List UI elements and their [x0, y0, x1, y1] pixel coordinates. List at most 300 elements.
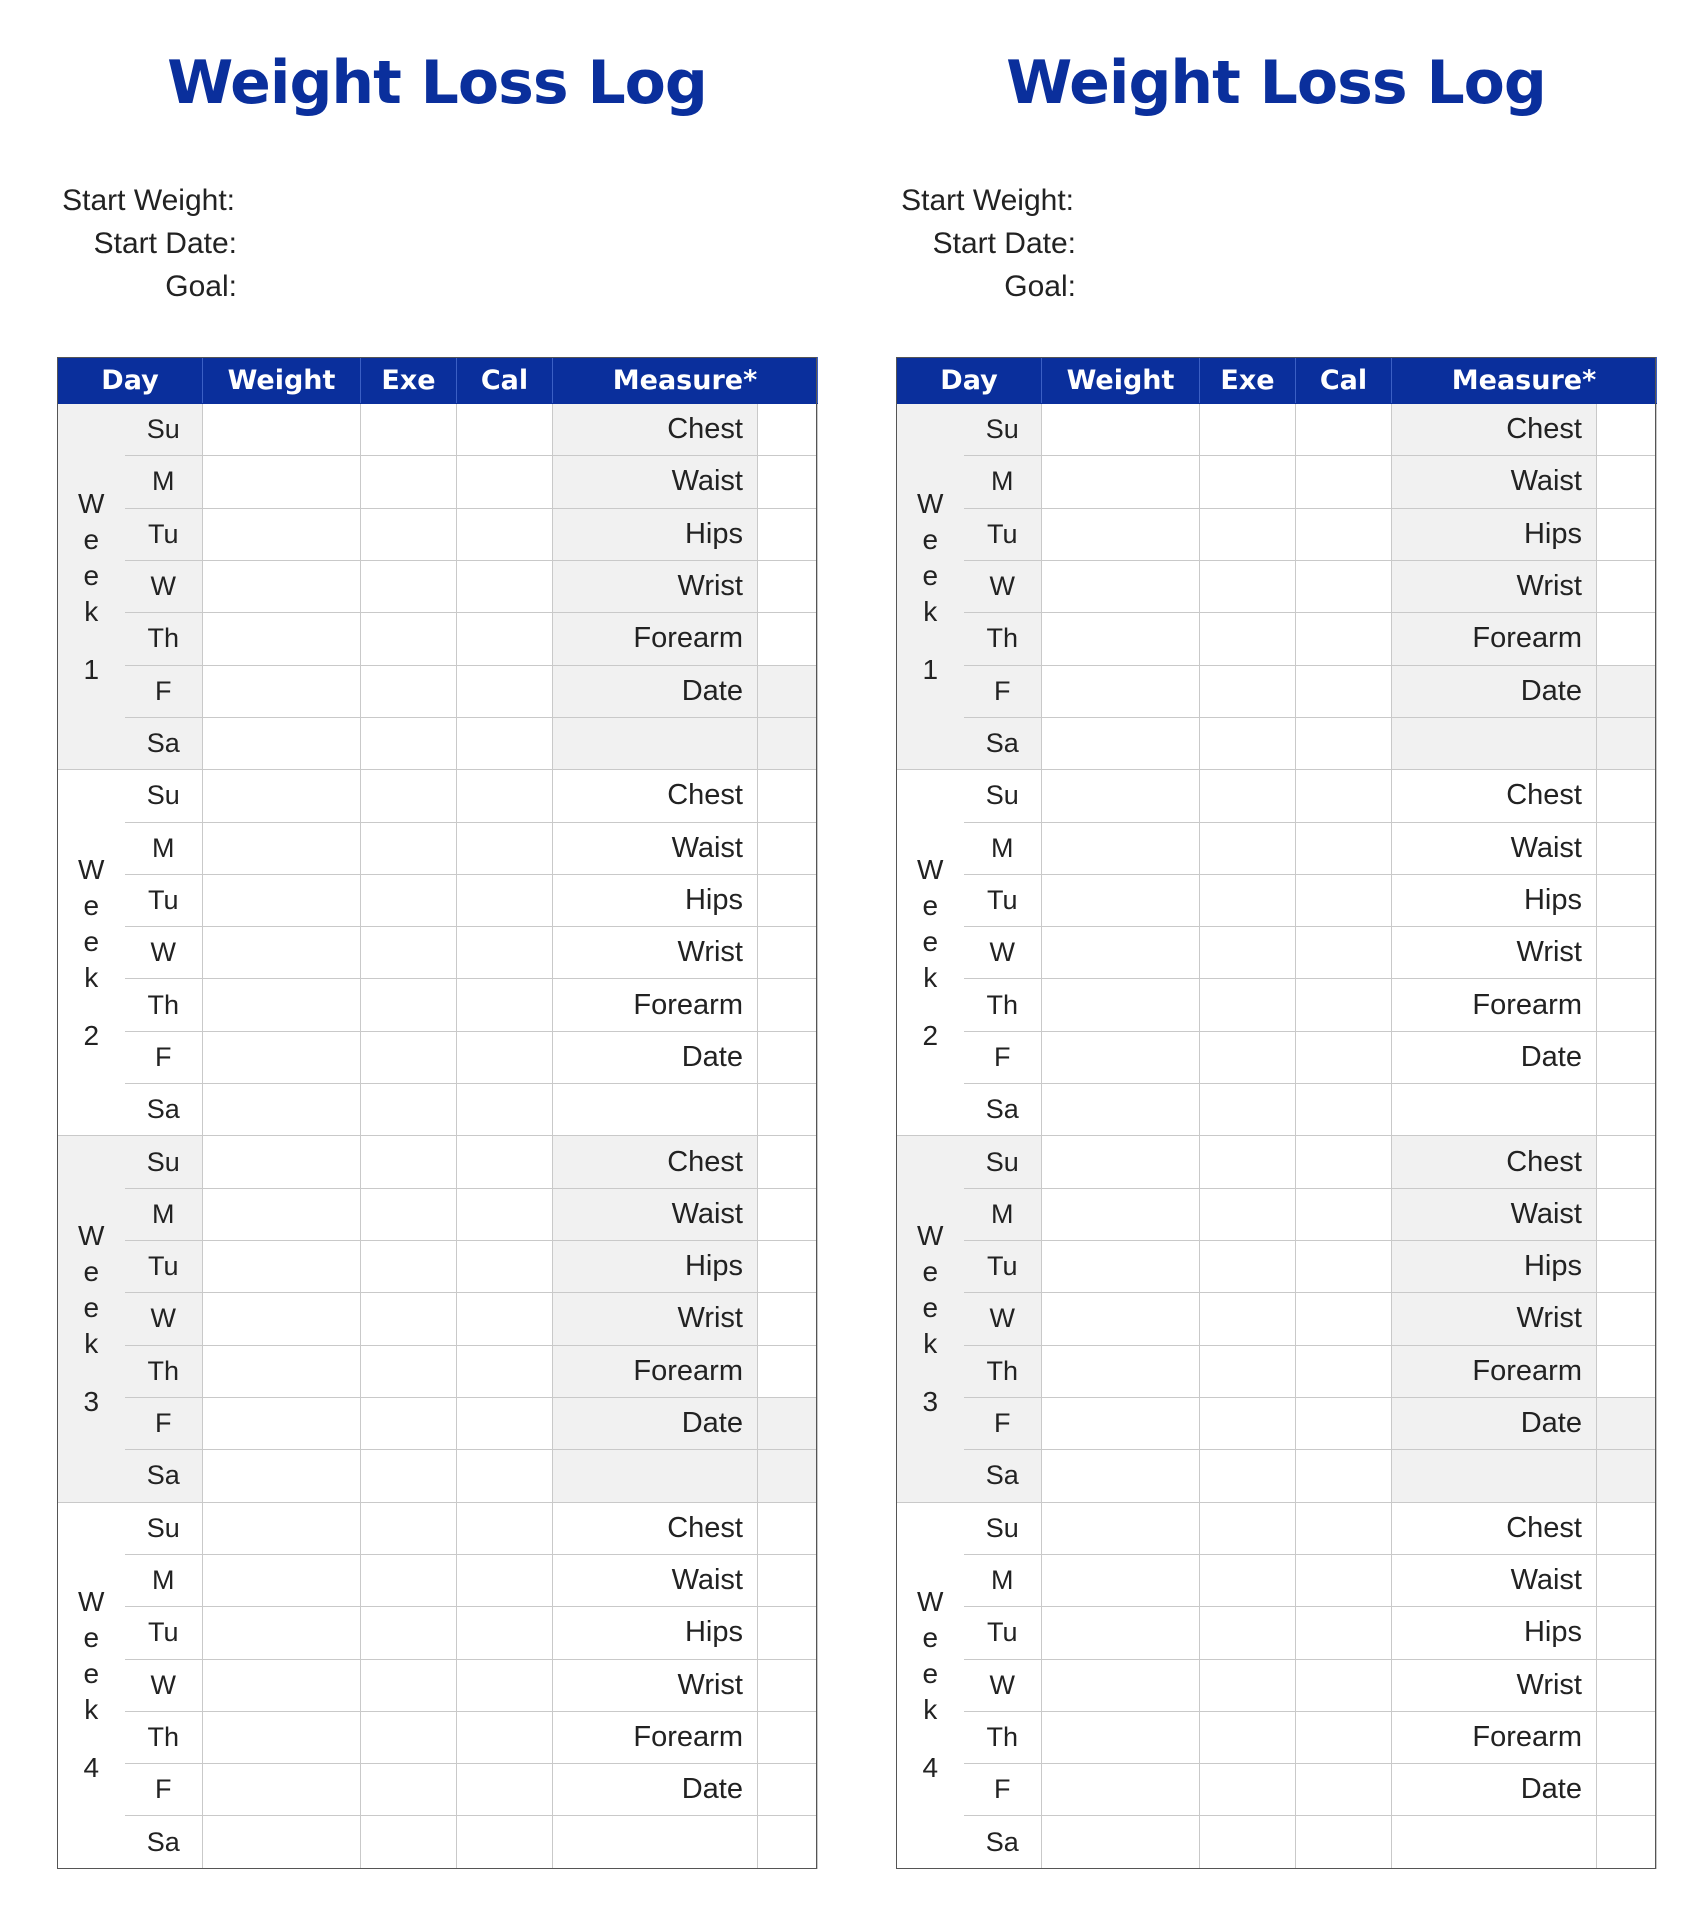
- cal-cell[interactable]: [1296, 1607, 1392, 1659]
- exe-cell[interactable]: [1200, 665, 1296, 717]
- exe-cell[interactable]: [1200, 927, 1296, 979]
- cal-cell[interactable]: [457, 1188, 553, 1240]
- measure-label: Wrist: [553, 560, 758, 612]
- weight-cell[interactable]: [1042, 1293, 1200, 1345]
- day-label: Th: [125, 1711, 203, 1763]
- measure-value-cell[interactable]: [1597, 1293, 1657, 1345]
- measure-value-cell[interactable]: [1597, 1345, 1657, 1397]
- day-label: Sa: [125, 1084, 203, 1136]
- exe-cell[interactable]: [361, 508, 457, 560]
- week-letter: e: [83, 523, 100, 555]
- measure-label: Chest: [553, 404, 758, 456]
- cal-cell[interactable]: [1296, 874, 1392, 926]
- table-row: [897, 1293, 1657, 1345]
- exe-cell[interactable]: [361, 1241, 457, 1293]
- cal-cell[interactable]: [1296, 508, 1392, 560]
- measure-spacer: [758, 1031, 818, 1083]
- page-title: Weight Loss Log: [167, 48, 707, 118]
- table-row: [58, 1397, 818, 1449]
- measure-label: Forearm: [553, 1711, 758, 1763]
- week-letter: e: [922, 889, 939, 921]
- exe-cell[interactable]: [1200, 404, 1296, 456]
- weight-cell[interactable]: [1042, 1450, 1200, 1502]
- cal-cell[interactable]: [457, 1293, 553, 1345]
- cal-cell[interactable]: [457, 1031, 553, 1083]
- measure-label: Date: [553, 1397, 758, 1449]
- measure-value-cell[interactable]: [758, 508, 818, 560]
- measure-value-cell[interactable]: [758, 1136, 818, 1188]
- exe-cell[interactable]: [1200, 508, 1296, 560]
- weight-cell[interactable]: [1042, 1659, 1200, 1711]
- measure-label: Hips: [553, 508, 758, 560]
- exe-cell[interactable]: [1200, 1554, 1296, 1606]
- weight-cell[interactable]: [203, 979, 361, 1031]
- cal-cell[interactable]: [457, 1241, 553, 1293]
- exe-cell[interactable]: [361, 1345, 457, 1397]
- exe-cell[interactable]: [361, 665, 457, 717]
- exe-cell[interactable]: [1200, 874, 1296, 926]
- exe-cell[interactable]: [361, 1293, 457, 1345]
- exe-cell[interactable]: [1200, 1607, 1296, 1659]
- cal-cell[interactable]: [457, 560, 553, 612]
- exe-cell[interactable]: [1200, 822, 1296, 874]
- day-label: F: [125, 1031, 203, 1083]
- measure-label: Date: [553, 665, 758, 717]
- weight-cell[interactable]: [1042, 1554, 1200, 1606]
- cal-cell[interactable]: [1296, 1031, 1392, 1083]
- measure-label: Waist: [553, 456, 758, 508]
- cal-cell[interactable]: [457, 1345, 553, 1397]
- weight-cell[interactable]: [203, 1136, 361, 1188]
- exe-cell[interactable]: [361, 822, 457, 874]
- measure-spacer: [1597, 1764, 1657, 1816]
- exe-cell[interactable]: [361, 613, 457, 665]
- exe-cell[interactable]: [361, 1502, 457, 1554]
- measure-value-cell[interactable]: [758, 770, 818, 822]
- cal-cell[interactable]: [457, 404, 553, 456]
- cal-cell[interactable]: [1296, 1293, 1392, 1345]
- week-letter: W: [78, 853, 105, 885]
- cal-cell[interactable]: [1296, 1397, 1392, 1449]
- exe-cell[interactable]: [361, 1031, 457, 1083]
- week-label: [58, 1502, 125, 1868]
- table-row: [58, 560, 818, 612]
- exe-cell[interactable]: [1200, 1450, 1296, 1502]
- exe-cell[interactable]: [1200, 1031, 1296, 1083]
- weight-cell[interactable]: [203, 770, 361, 822]
- cal-cell[interactable]: [457, 1607, 553, 1659]
- weight-cell[interactable]: [1042, 979, 1200, 1031]
- cal-cell[interactable]: [1296, 927, 1392, 979]
- measure-value-cell[interactable]: [758, 979, 818, 1031]
- table-row: [58, 822, 818, 874]
- exe-cell[interactable]: [361, 1764, 457, 1816]
- exe-cell[interactable]: [361, 1136, 457, 1188]
- cal-cell[interactable]: [457, 1816, 553, 1869]
- exe-cell[interactable]: [361, 456, 457, 508]
- measure-label: Hips: [553, 1607, 758, 1659]
- table-row: [897, 874, 1657, 926]
- measure-value-cell[interactable]: [758, 874, 818, 926]
- weight-cell[interactable]: [203, 1031, 361, 1083]
- measure-value-cell[interactable]: [1597, 1711, 1657, 1763]
- weight-cell[interactable]: [203, 1502, 361, 1554]
- cal-cell[interactable]: [457, 1764, 553, 1816]
- weight-cell[interactable]: [1042, 404, 1200, 456]
- exe-cell[interactable]: [1200, 1764, 1296, 1816]
- table-row: [897, 404, 1657, 456]
- measure-value-cell[interactable]: [1597, 1554, 1657, 1606]
- measure-value-cell[interactable]: [758, 404, 818, 456]
- measure-label: Date: [1392, 1764, 1597, 1816]
- weight-cell[interactable]: [1042, 1711, 1200, 1763]
- measure-value-cell[interactable]: [1597, 1136, 1657, 1188]
- cal-cell[interactable]: [457, 1084, 553, 1136]
- cal-cell[interactable]: [1296, 979, 1392, 1031]
- week-letter: W: [917, 487, 944, 519]
- measure-value-cell[interactable]: [758, 613, 818, 665]
- weight-cell[interactable]: [1042, 456, 1200, 508]
- week-gap: [58, 630, 125, 652]
- weight-cell[interactable]: [203, 1554, 361, 1606]
- exe-cell[interactable]: [1200, 717, 1296, 769]
- weight-cell[interactable]: [203, 508, 361, 560]
- weight-cell[interactable]: [1042, 1502, 1200, 1554]
- weight-cell[interactable]: [1042, 1188, 1200, 1240]
- measure-label: Wrist: [553, 927, 758, 979]
- measure-label: Date: [553, 1031, 758, 1083]
- exe-cell[interactable]: [361, 1607, 457, 1659]
- cal-cell[interactable]: [457, 1502, 553, 1554]
- day-label: W: [964, 1293, 1042, 1345]
- exe-cell[interactable]: [1200, 1345, 1296, 1397]
- measure-label: Forearm: [553, 1345, 758, 1397]
- cal-cell[interactable]: [457, 822, 553, 874]
- cal-cell[interactable]: [1296, 770, 1392, 822]
- exe-cell[interactable]: [361, 1397, 457, 1449]
- table-row: [897, 1554, 1657, 1606]
- measure-value-cell[interactable]: [758, 927, 818, 979]
- cal-cell[interactable]: [1296, 456, 1392, 508]
- cal-cell[interactable]: [457, 1554, 553, 1606]
- exe-cell[interactable]: [361, 1450, 457, 1502]
- measure-label: [1392, 1450, 1597, 1502]
- measure-value-cell[interactable]: [758, 1711, 818, 1763]
- exe-cell[interactable]: [361, 874, 457, 926]
- exe-cell[interactable]: [361, 927, 457, 979]
- weight-cell[interactable]: [1042, 1241, 1200, 1293]
- weight-cell[interactable]: [203, 404, 361, 456]
- day-label: Su: [964, 1502, 1042, 1554]
- cal-cell[interactable]: [1296, 1450, 1392, 1502]
- exe-cell[interactable]: [1200, 1816, 1296, 1869]
- weight-cell[interactable]: [203, 1241, 361, 1293]
- cal-cell[interactable]: [1296, 613, 1392, 665]
- cal-cell[interactable]: [1296, 1554, 1392, 1606]
- exe-cell[interactable]: [361, 1711, 457, 1763]
- week-number: 4: [922, 1752, 939, 1784]
- exe-cell[interactable]: [1200, 1084, 1296, 1136]
- weight-cell[interactable]: [203, 717, 361, 769]
- exe-cell[interactable]: [1200, 1293, 1296, 1345]
- header-cal: Cal: [1296, 358, 1392, 404]
- measure-value-cell[interactable]: [1597, 770, 1657, 822]
- cal-cell[interactable]: [1296, 560, 1392, 612]
- measure-value-cell[interactable]: [1597, 1188, 1657, 1240]
- weight-cell[interactable]: [203, 1607, 361, 1659]
- header-row: [897, 358, 1657, 404]
- cal-cell[interactable]: [457, 1136, 553, 1188]
- cal-cell[interactable]: [1296, 1502, 1392, 1554]
- cal-cell[interactable]: [1296, 1764, 1392, 1816]
- day-label: Su: [125, 404, 203, 456]
- week-gap: [897, 1362, 964, 1384]
- measure-value-cell[interactable]: [758, 1554, 818, 1606]
- exe-cell[interactable]: [361, 1816, 457, 1869]
- weight-cell[interactable]: [1042, 770, 1200, 822]
- week-number: 3: [83, 1385, 100, 1417]
- measure-label: Hips: [1392, 508, 1597, 560]
- exe-cell[interactable]: [361, 1188, 457, 1240]
- week-letter: e: [922, 1658, 939, 1690]
- exe-cell[interactable]: [1200, 1659, 1296, 1711]
- weight-cell[interactable]: [1042, 874, 1200, 926]
- exe-cell[interactable]: [361, 770, 457, 822]
- measure-label: Wrist: [1392, 1659, 1597, 1711]
- weight-cell[interactable]: [203, 1711, 361, 1763]
- measure-label: Hips: [1392, 1607, 1597, 1659]
- exe-cell[interactable]: [1200, 1136, 1296, 1188]
- cal-cell[interactable]: [457, 613, 553, 665]
- weight-cell[interactable]: [203, 1450, 361, 1502]
- measure-value-cell[interactable]: [758, 1659, 818, 1711]
- cal-cell[interactable]: [457, 717, 553, 769]
- weight-cell[interactable]: [203, 1293, 361, 1345]
- measure-value-cell[interactable]: [758, 1293, 818, 1345]
- weight-cell[interactable]: [1042, 717, 1200, 769]
- weight-cell[interactable]: [1042, 1084, 1200, 1136]
- table-row: [897, 1764, 1657, 1816]
- day-label: Sa: [125, 1816, 203, 1869]
- table-row: [58, 1084, 818, 1136]
- measure-value-cell[interactable]: [1597, 613, 1657, 665]
- table-row: [897, 456, 1657, 508]
- cal-cell[interactable]: [1296, 1136, 1392, 1188]
- table-row: [897, 508, 1657, 560]
- measure-label: [553, 1450, 758, 1502]
- weight-cell[interactable]: [203, 560, 361, 612]
- measure-label: Forearm: [553, 979, 758, 1031]
- exe-cell[interactable]: [1200, 613, 1296, 665]
- header-day: Day: [58, 358, 203, 404]
- day-label: M: [125, 1554, 203, 1606]
- measure-spacer: [758, 717, 818, 769]
- table-row: [58, 1711, 818, 1763]
- cal-cell[interactable]: [457, 1711, 553, 1763]
- exe-cell[interactable]: [361, 1084, 457, 1136]
- exe-cell[interactable]: [1200, 560, 1296, 612]
- cal-cell[interactable]: [457, 1659, 553, 1711]
- exe-cell[interactable]: [1200, 770, 1296, 822]
- week-gap: [897, 996, 964, 1018]
- weight-cell[interactable]: [1042, 1031, 1200, 1083]
- measure-value-cell[interactable]: [1597, 874, 1657, 926]
- cal-cell[interactable]: [1296, 665, 1392, 717]
- week-label: [897, 1136, 964, 1502]
- weight-cell[interactable]: [203, 927, 361, 979]
- measure-value-cell[interactable]: [1597, 508, 1657, 560]
- table-row: [58, 979, 818, 1031]
- cal-cell[interactable]: [457, 1397, 553, 1449]
- week-letter: k: [923, 595, 938, 627]
- measure-value-cell[interactable]: [1597, 1607, 1657, 1659]
- measure-value-cell[interactable]: [1597, 456, 1657, 508]
- exe-cell[interactable]: [361, 1659, 457, 1711]
- weight-cell[interactable]: [1042, 1816, 1200, 1869]
- measure-value-cell[interactable]: [758, 822, 818, 874]
- day-label: Th: [964, 1345, 1042, 1397]
- weight-cell[interactable]: [203, 1659, 361, 1711]
- measure-value-cell[interactable]: [758, 1188, 818, 1240]
- table-row: [897, 1084, 1657, 1136]
- weight-cell[interactable]: [1042, 1764, 1200, 1816]
- week-letter: e: [922, 1622, 939, 1654]
- weight-cell[interactable]: [203, 1345, 361, 1397]
- day-label: Th: [125, 1345, 203, 1397]
- weight-cell[interactable]: [1042, 508, 1200, 560]
- cal-cell[interactable]: [1296, 822, 1392, 874]
- weight-cell[interactable]: [203, 1188, 361, 1240]
- weight-cell[interactable]: [203, 613, 361, 665]
- day-label: W: [125, 927, 203, 979]
- weight-cell[interactable]: [1042, 1607, 1200, 1659]
- table-row: [58, 665, 818, 717]
- measure-value-cell[interactable]: [758, 560, 818, 612]
- exe-cell[interactable]: [361, 979, 457, 1031]
- weight-cell[interactable]: [203, 665, 361, 717]
- measure-value-cell[interactable]: [758, 1502, 818, 1554]
- measure-value-cell[interactable]: [758, 1345, 818, 1397]
- table-row: [58, 1188, 818, 1240]
- week-letter: W: [917, 1219, 944, 1251]
- measure-value-cell[interactable]: [1597, 1241, 1657, 1293]
- exe-cell[interactable]: [361, 404, 457, 456]
- exe-cell[interactable]: [361, 560, 457, 612]
- cal-cell[interactable]: [457, 456, 553, 508]
- measure-value-cell[interactable]: [1597, 927, 1657, 979]
- weight-cell[interactable]: [203, 456, 361, 508]
- cal-cell[interactable]: [1296, 1241, 1392, 1293]
- week-gap: [58, 996, 125, 1018]
- weight-cell[interactable]: [1042, 927, 1200, 979]
- weight-cell[interactable]: [1042, 1345, 1200, 1397]
- weight-cell[interactable]: [203, 874, 361, 926]
- cal-cell[interactable]: [1296, 1188, 1392, 1240]
- start-date-label: Start Date:: [932, 227, 1076, 260]
- exe-cell[interactable]: [1200, 1397, 1296, 1449]
- day-label: Su: [964, 404, 1042, 456]
- cal-cell[interactable]: [1296, 1084, 1392, 1136]
- weight-cell[interactable]: [203, 1397, 361, 1449]
- measure-value-cell[interactable]: [1597, 1659, 1657, 1711]
- cal-cell[interactable]: [1296, 1659, 1392, 1711]
- cal-cell[interactable]: [457, 1450, 553, 1502]
- week-label: [58, 770, 125, 1136]
- cal-cell[interactable]: [1296, 1345, 1392, 1397]
- measure-value-cell[interactable]: [758, 1241, 818, 1293]
- table-row: [58, 404, 818, 456]
- table-row: [58, 1136, 818, 1188]
- cal-cell[interactable]: [1296, 1816, 1392, 1869]
- week-label: [897, 1502, 964, 1868]
- exe-cell[interactable]: [361, 717, 457, 769]
- measure-spacer: [1597, 1397, 1657, 1449]
- weight-cell[interactable]: [1042, 560, 1200, 612]
- weight-cell[interactable]: [1042, 822, 1200, 874]
- week-label: [897, 404, 964, 770]
- weight-cell[interactable]: [1042, 613, 1200, 665]
- measure-value-cell[interactable]: [758, 456, 818, 508]
- weight-cell[interactable]: [203, 1816, 361, 1869]
- measure-value-cell[interactable]: [1597, 560, 1657, 612]
- day-label: Sa: [964, 1084, 1042, 1136]
- measure-value-cell[interactable]: [1597, 404, 1657, 456]
- cal-cell[interactable]: [457, 927, 553, 979]
- week-letter: e: [922, 1291, 939, 1323]
- exe-cell[interactable]: [1200, 979, 1296, 1031]
- cal-cell[interactable]: [457, 874, 553, 926]
- cal-cell[interactable]: [457, 770, 553, 822]
- measure-label: Chest: [1392, 770, 1597, 822]
- day-label: M: [125, 1188, 203, 1240]
- week-letter: e: [922, 1255, 939, 1287]
- cal-cell[interactable]: [1296, 717, 1392, 769]
- cal-cell[interactable]: [457, 508, 553, 560]
- weight-cell[interactable]: [1042, 1136, 1200, 1188]
- exe-cell[interactable]: [1200, 1711, 1296, 1763]
- day-label: F: [964, 1031, 1042, 1083]
- weight-cell[interactable]: [203, 1764, 361, 1816]
- cal-cell[interactable]: [457, 979, 553, 1031]
- day-label: W: [964, 927, 1042, 979]
- exe-cell[interactable]: [1200, 456, 1296, 508]
- cal-cell[interactable]: [1296, 1711, 1392, 1763]
- weight-cell[interactable]: [203, 1084, 361, 1136]
- table-row: [58, 1450, 818, 1502]
- measure-value-cell[interactable]: [1597, 822, 1657, 874]
- measure-value-cell[interactable]: [1597, 1502, 1657, 1554]
- day-label: Th: [125, 613, 203, 665]
- weight-cell[interactable]: [1042, 1397, 1200, 1449]
- exe-cell[interactable]: [1200, 1241, 1296, 1293]
- exe-cell[interactable]: [1200, 1502, 1296, 1554]
- weight-cell[interactable]: [1042, 665, 1200, 717]
- weight-cell[interactable]: [203, 822, 361, 874]
- exe-cell[interactable]: [361, 1554, 457, 1606]
- measure-value-cell[interactable]: [1597, 979, 1657, 1031]
- measure-label: Date: [1392, 665, 1597, 717]
- week-letter: W: [78, 487, 105, 519]
- measure-label: Hips: [553, 874, 758, 926]
- cal-cell[interactable]: [1296, 404, 1392, 456]
- day-label: Tu: [125, 1241, 203, 1293]
- day-label: Tu: [125, 1607, 203, 1659]
- cal-cell[interactable]: [457, 665, 553, 717]
- measure-value-cell[interactable]: [758, 1607, 818, 1659]
- measure-spacer: [1597, 1816, 1657, 1869]
- week-letter: e: [83, 1291, 100, 1323]
- exe-cell[interactable]: [1200, 1188, 1296, 1240]
